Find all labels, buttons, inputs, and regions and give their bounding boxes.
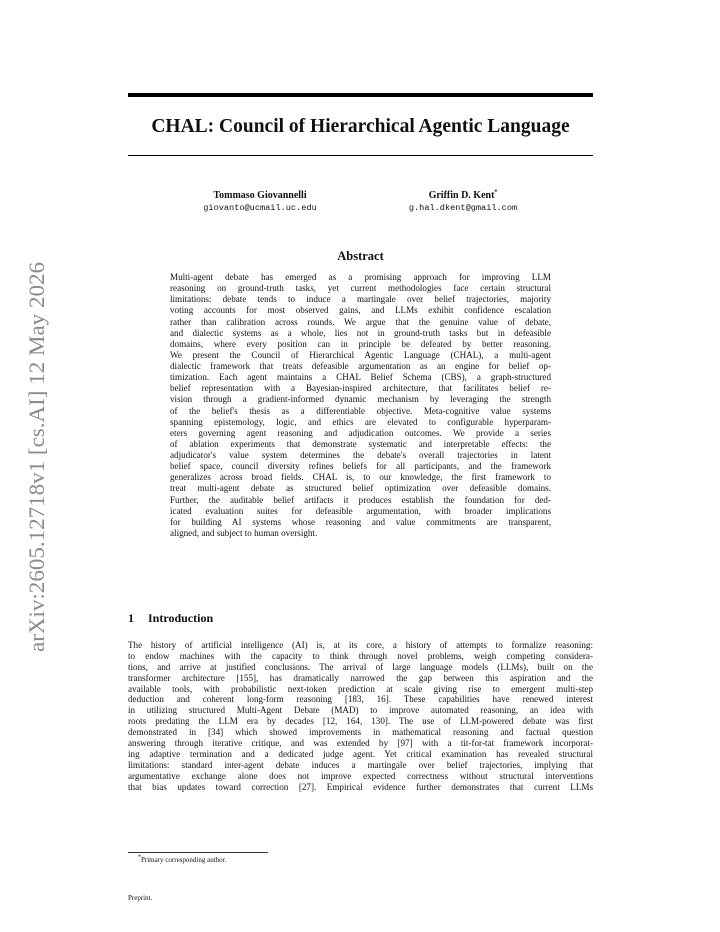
abstract-line: vision through a gradient-informed dynamic mechanism by leveraging the strength: [170, 394, 551, 405]
introduction-line: ing adaptive termination and a dedicated judge agent. Yet critical examination has revealed structural: [128, 748, 593, 759]
footnote-mark: *: [138, 854, 141, 861]
abstract-line: reasoning on ground-truth tasks, yet current methodologies face certain structural: [170, 283, 551, 294]
abstract-line: aligned, and subject to human oversight.: [170, 527, 318, 538]
abstract-line: rather than calibration across rounds. We argue that the genuine value of debate,: [170, 316, 551, 327]
abstract-line: and dialectic systems as a whole, lies not in ground-truth tasks but in defeasible: [170, 327, 551, 338]
abstract-line: for building AI systems whose reasoning and value commitments are transparent,: [170, 516, 551, 527]
arxiv-identifier-text: arXiv:2605.12718v1 [cs.AI] 12 May 2026: [24, 270, 49, 652]
abstract-line: belief representation with a Bayesian-inspired architecture, that facilitates belief re-: [170, 383, 551, 394]
introduction-line: tions, and arrive at justified conclusions. The arrival of large language models (LLMs), built on the: [128, 661, 593, 672]
title-top-rule: [128, 93, 593, 97]
author-name: Tommaso Giovannelli: [213, 190, 307, 201]
abstract-line: timization. Each agent maintains a CHAL Belief Schema (CBS), a graph-structured: [170, 372, 551, 383]
author-name: Griffin D. Kent*: [428, 189, 498, 201]
introduction-line: roots predating the LLM era by decades [12, 164, 130]. The use of LLM-powered debate was first: [128, 716, 593, 727]
abstract-line: Multi-agent debate has emerged as a promising approach for improving LLM: [170, 272, 551, 282]
introduction-line: transformer architecture [155], has dramatically narrowed the gap between this aspiration and the: [128, 672, 593, 683]
paper-title: CHAL: Council of Hierarchical Agentic Language: [151, 116, 570, 137]
introduction-line: answering through iterative critique, and was extended by [97] with a tit-for-tat framework incorporat-: [128, 738, 593, 749]
introduction-line: in utilizing structured Multi-Agent Debate (MAD) to improve automated reasoning, an idea with: [128, 705, 593, 716]
footnote: [138, 856, 226, 865]
abstract-line: domains, where every position can in principle be defeated by better reasoning.: [170, 338, 551, 349]
author-footnote-mark: *: [494, 189, 498, 196]
abstract-body: [170, 272, 551, 539]
section-title: Introduction: [148, 611, 214, 625]
abstract-line: of the belief's thesis as a differentiable objective. Meta-cognitive value systems: [170, 405, 551, 416]
introduction-body: [128, 640, 593, 792]
title-bottom-rule: [128, 155, 593, 156]
introduction-line: The history of artificial intelligence (AI) is, at its core, a history of attempts to formalize reasoning:: [128, 640, 593, 650]
abstract-line: generalizes across broad fields. CHAL is, to our knowledge, the first framework to: [170, 472, 551, 483]
author-email: g.hal.dkent@gmail.com: [408, 203, 518, 213]
abstract-line: treat multi-agent debate as structured belief optimization over defeasible domains.: [170, 483, 551, 494]
section-number: 1: [128, 611, 134, 625]
section-heading-introduction: [128, 611, 593, 625]
abstract-line: voting accounts for most observed gains, and LLMs exhibit confidence escalation: [170, 305, 551, 316]
abstract-line: limitations: debate tends to induce a martingale over belief trajectories, majority: [170, 294, 551, 305]
abstract-line: belief space, council diversity refines beliefs for all participants, and the framework: [170, 461, 551, 472]
footnote-rule: [128, 852, 268, 853]
arxiv-identifier-stamp: [16, 262, 52, 652]
author-block-1: [150, 190, 370, 214]
preprint-label: Preprint.: [128, 894, 153, 902]
abstract-line: spanning epistemology, logic, and ethics are elevated to configurable hyperparam-: [170, 416, 551, 427]
introduction-line: to endow machines with the capacity to think through novel problems, weigh competing considera-: [128, 650, 593, 661]
introduction-line: deduction and coherent long-form reasoning [183, 16]. These capabilities have renewed interest: [128, 694, 593, 705]
abstract-line: of ablation experiments that demonstrate systematic and interpretable effects: the: [170, 438, 551, 449]
abstract-line: icated evaluation suites for defeasible argumentation, with broader implications: [170, 505, 551, 516]
abstract-line: adjudicator's value system determines the debate's overall trajectories in latent: [170, 450, 551, 460]
introduction-line: that bias updates toward correction [27]. Empirical evidence further demonstrates that current LLMs: [128, 781, 593, 792]
abstract-heading: Abstract: [337, 249, 384, 263]
abstract-line: dialectic framework that treats defeasible argumentation as an engine for belief op-: [170, 361, 551, 371]
introduction-line: available tools, with probabilistic next-token prediction at scale giving rise to emergent multi-step: [128, 683, 593, 694]
author-email: giovanto@ucmail.uc.edu: [203, 203, 317, 213]
footnote-text: Primary corresponding author.: [141, 856, 227, 864]
abstract-line: Further, the auditable belief artifacts it produces establish the foundation for ded-: [170, 494, 551, 505]
abstract-line: We present the Council of Hierarchical Agentic Language (CHAL), a multi-agent: [170, 349, 551, 360]
introduction-line: demonstrated in [34] which showed improvements in mathematical reasoning and factual question: [128, 727, 593, 738]
introduction-line: argumentative exchange alone does not improve expected correctness without structural interventions: [128, 770, 593, 781]
introduction-line: limitations: standard inter-agent debate induces a martingale over belief trajectories, implying that: [128, 759, 593, 770]
abstract-line: eters governing agent reasoning and adjudication outcomes. We provide a series: [170, 427, 551, 438]
author-block-2: [353, 190, 573, 214]
